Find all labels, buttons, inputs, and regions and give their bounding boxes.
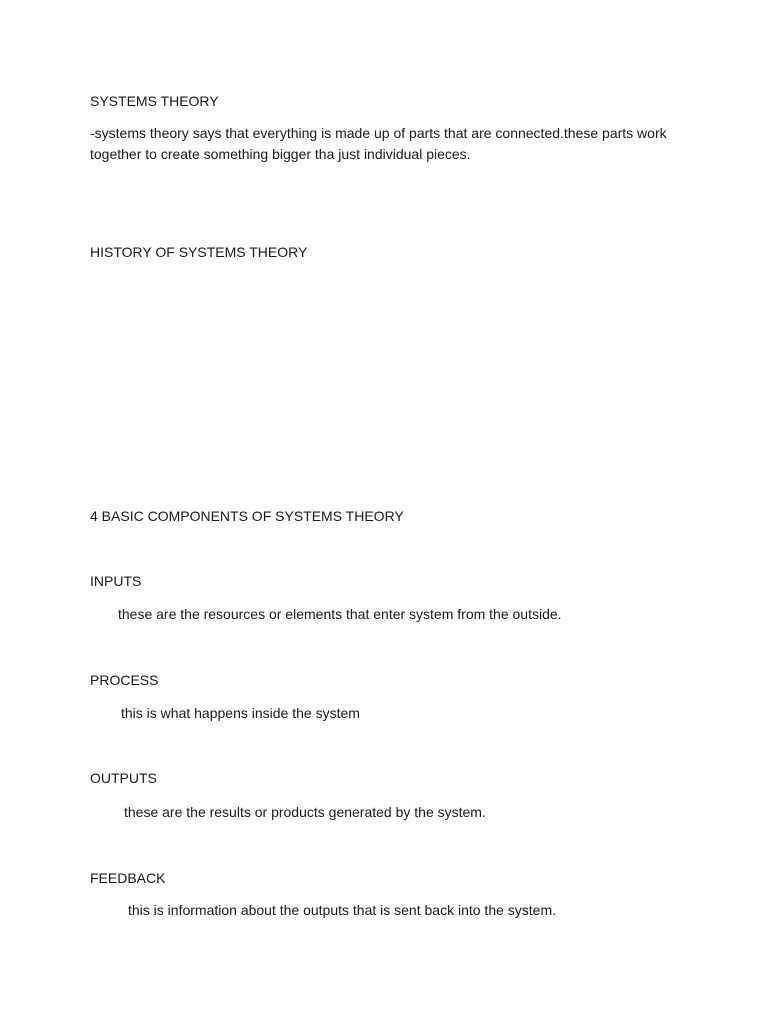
history-heading: HISTORY OF SYSTEMS THEORY bbox=[90, 244, 308, 260]
intro-paragraph-line-2: together to create something bigger tha just individual pieces. bbox=[90, 146, 471, 162]
component-heading-process: PROCESS bbox=[90, 672, 159, 688]
component-description-outputs: these are the results or products generated by the system. bbox=[124, 804, 486, 820]
component-heading-outputs: OUTPUTS bbox=[90, 770, 157, 786]
component-description-process: this is what happens inside the system bbox=[121, 705, 360, 721]
component-description-inputs: these are the resources or elements that enter system from the outside. bbox=[118, 606, 562, 622]
component-description-feedback: this is information about the outputs that is sent back into the system. bbox=[128, 902, 557, 918]
components-heading: 4 BASIC COMPONENTS OF SYSTEMS THEORY bbox=[90, 508, 404, 524]
document-title: SYSTEMS THEORY bbox=[90, 93, 219, 109]
component-heading-feedback: FEEDBACK bbox=[90, 870, 166, 886]
component-heading-inputs: INPUTS bbox=[90, 573, 142, 589]
intro-paragraph-line-1: -systems theory says that everything is made up of parts that are connected.these parts work bbox=[90, 125, 667, 141]
